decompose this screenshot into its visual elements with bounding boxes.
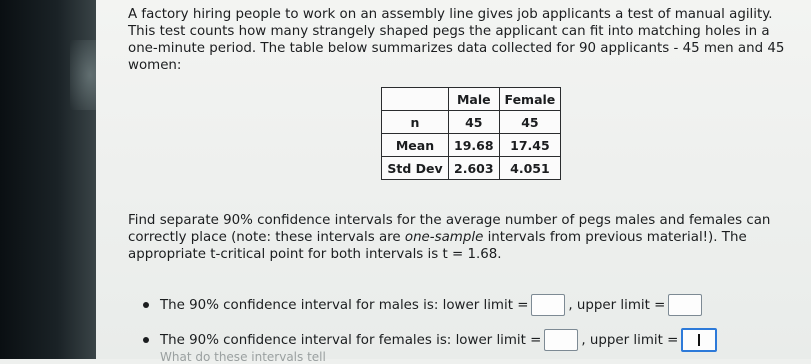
- cell-female: 4.051: [499, 157, 561, 180]
- q2-prefix: The 90% confidence interval for females is: lower limit =: [160, 332, 542, 348]
- cell-male: 19.68: [449, 134, 500, 157]
- row-label: n: [382, 111, 449, 134]
- header-female: Female: [499, 88, 561, 111]
- q2-mid: , upper limit =: [581, 332, 679, 348]
- instructions-part-b: intervals from previous material!). The appropriate t-critical point for both intervals is t = 1.68.: [128, 230, 747, 262]
- table-row: [382, 111, 561, 134]
- row-label: Mean: [382, 134, 449, 157]
- females-upper-limit-input[interactable]: [681, 328, 717, 352]
- table-row: [382, 157, 561, 180]
- q1-mid: , upper limit =: [568, 297, 666, 313]
- question-females: [143, 328, 720, 352]
- problem-intro: A factory hiring people to work on an assembly line gives job applicants a test of manual agility. This test counts how many strangely shaped pegs the applicant can fit into matching holes in a one-minute period. The table below summarizes data collected for 90 applicants - 45 men and 45 women:: [128, 7, 785, 73]
- q1-prefix: The 90% confidence interval for males is: lower limit =: [160, 297, 529, 313]
- cell-female: 45: [499, 111, 561, 134]
- bullet-icon: [143, 302, 149, 308]
- cell-male: 2.603: [449, 157, 500, 180]
- table-row: [382, 134, 561, 157]
- males-lower-limit-input[interactable]: [531, 294, 565, 316]
- females-lower-limit-input[interactable]: [544, 329, 578, 351]
- question-males: [143, 294, 705, 316]
- table-header-row: [382, 88, 561, 111]
- instructions-emphasis: one-sample: [404, 230, 484, 245]
- summary-table: [381, 87, 561, 180]
- header-male: Male: [449, 88, 500, 111]
- males-upper-limit-input[interactable]: [668, 294, 702, 316]
- cell-male: 45: [449, 111, 500, 134]
- cell-female: 17.45: [499, 134, 561, 157]
- row-label: Std Dev: [382, 157, 449, 180]
- instructions-part-a: Find separate 90% confidence intervals for the average number of pegs males and females can correctly place (note: these intervals are: [128, 213, 771, 245]
- next-question-cutoff: What do these intervals tell: [160, 350, 326, 364]
- bullet-icon: [143, 337, 149, 343]
- instructions: [128, 212, 798, 263]
- table-corner: [382, 88, 449, 111]
